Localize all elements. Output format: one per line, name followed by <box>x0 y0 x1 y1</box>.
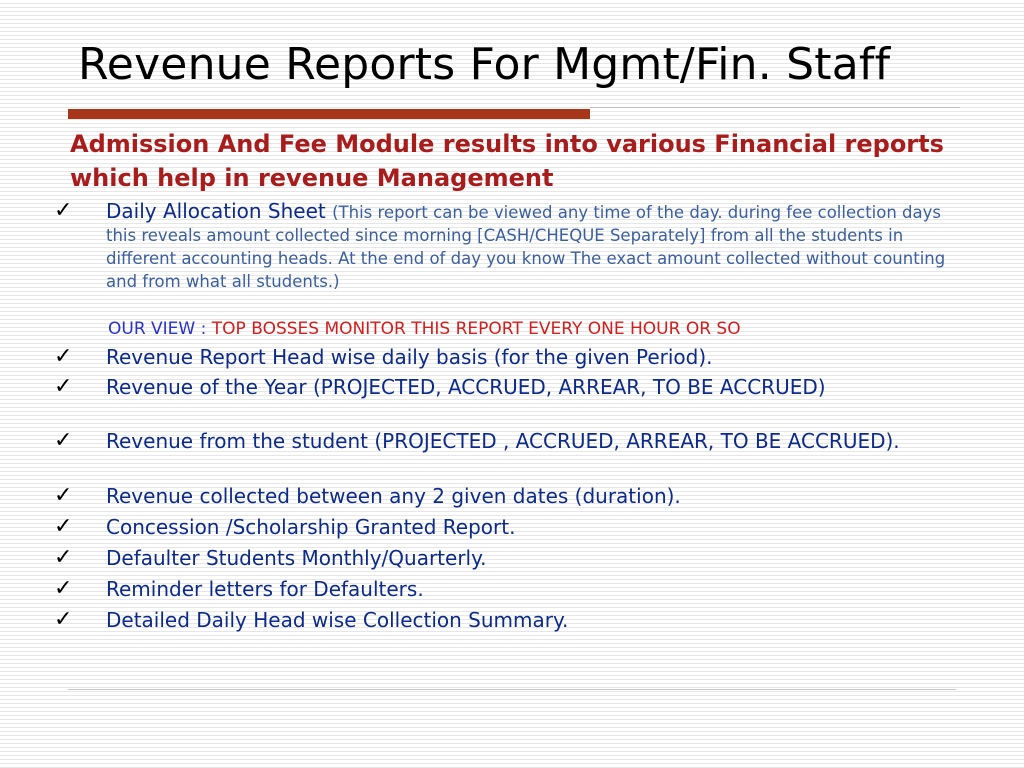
item-note: (This report can be viewed any time of the day. during fee collection days this reveals amount collected since morning [CASH/CHEQUE Separately] from all the students in different accounting heads. At the end of day you know The exact amount collected without counting and from what all students.) <box>106 203 946 291</box>
check-mark-icon: ✓ <box>54 514 73 539</box>
our-view-label: OUR VIEW : <box>108 319 212 339</box>
check-mark-icon: ✓ <box>54 483 73 508</box>
slide-subtitle: Admission And Fee Module results into various Financial reports which help in revenue Management <box>70 130 944 192</box>
list-item-text <box>106 200 976 292</box>
list-item-text: Revenue of the Year (PROJECTED, ACCRUED, ARREAR, TO BE ACCRUED) <box>106 375 826 399</box>
check-mark-icon: ✓ <box>54 607 73 632</box>
check-mark-icon: ✓ <box>54 374 73 399</box>
our-view-text: TOP BOSSES MONITOR THIS REPORT EVERY ONE HOUR OR SO <box>211 319 741 339</box>
slide-title: Revenue Reports For Mgmt/Fin. Staff <box>78 39 891 90</box>
check-mark-icon: ✓ <box>54 428 73 453</box>
list-item-text: Revenue collected between any 2 given dates (duration). <box>106 484 681 508</box>
footer-divider <box>68 689 956 690</box>
list-item-text: Concession /Scholarship Granted Report. <box>106 515 516 539</box>
list-item-text: Revenue from the student (PROJECTED , ACCRUED, ARREAR, TO BE ACCRUED). <box>106 429 900 453</box>
list-item-text: Revenue Report Head wise daily basis (for the given Period). <box>106 345 713 369</box>
list-item-text: Detailed Daily Head wise Collection Summary. <box>106 608 569 632</box>
check-mark-icon: ✓ <box>54 344 73 369</box>
item-title: Daily Allocation Sheet <box>106 199 333 223</box>
check-mark-icon: ✓ <box>54 576 73 601</box>
check-mark-icon: ✓ <box>54 198 73 223</box>
our-view-note <box>108 318 1008 340</box>
check-mark-icon: ✓ <box>54 545 73 570</box>
list-item-text: Reminder letters for Defaulters. <box>106 577 424 601</box>
list-item-text: Defaulter Students Monthly/Quarterly. <box>106 546 487 570</box>
